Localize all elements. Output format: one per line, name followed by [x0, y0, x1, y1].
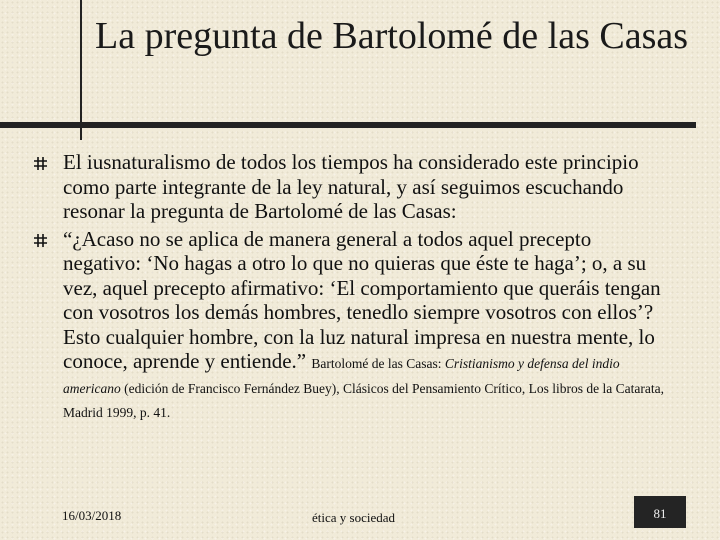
bullet-list	[34, 150, 674, 423]
bullet-item	[34, 227, 674, 423]
hash-bullet-icon	[34, 157, 47, 170]
page-number: 81	[653, 506, 667, 521]
bullet-item	[34, 150, 674, 224]
title-vertical-rule	[80, 0, 82, 140]
citation-author: Bartolomé de las Casas:	[311, 356, 445, 371]
footer-date: 16/03/2018	[62, 508, 122, 523]
quote-text: “¿Acaso no se aplica de manera general a todos aquel precepto negativo: ‘No hagas a otro lo que no quieras que éste te haga’; o, a su vez, aquel precepto afirmativo: ‘El comportamiento que queráis tengan con vosotros los demás hombres, tenedlo siempre vosotros con ellos’? Esto cualquier hombre, con la luz natural impresa en nuestra mente, lo conoce, aprende y entiende.”	[63, 226, 661, 373]
footer-center-text: ética y sociedad	[312, 510, 396, 525]
title-horizontal-rule	[0, 122, 696, 128]
citation-details: (edición de Francisco Fernández Buey), Clásicos del Pensamiento Crítico, Los libros de la Catarata, Madrid 1999, p. 41.	[63, 380, 664, 420]
slide-title: La pregunta de Bartolomé de las Casas	[95, 15, 689, 57]
citation-work: Cristianismo y defensa del indio americano	[63, 356, 620, 396]
hash-bullet-icon	[34, 234, 47, 247]
bullet-text: El iusnaturalismo de todos los tiempos ha considerado este principio como parte integrante de la ley natural, y así seguimos escuchando resonar la pregunta de Bartolomé de las Casas:	[63, 150, 639, 223]
